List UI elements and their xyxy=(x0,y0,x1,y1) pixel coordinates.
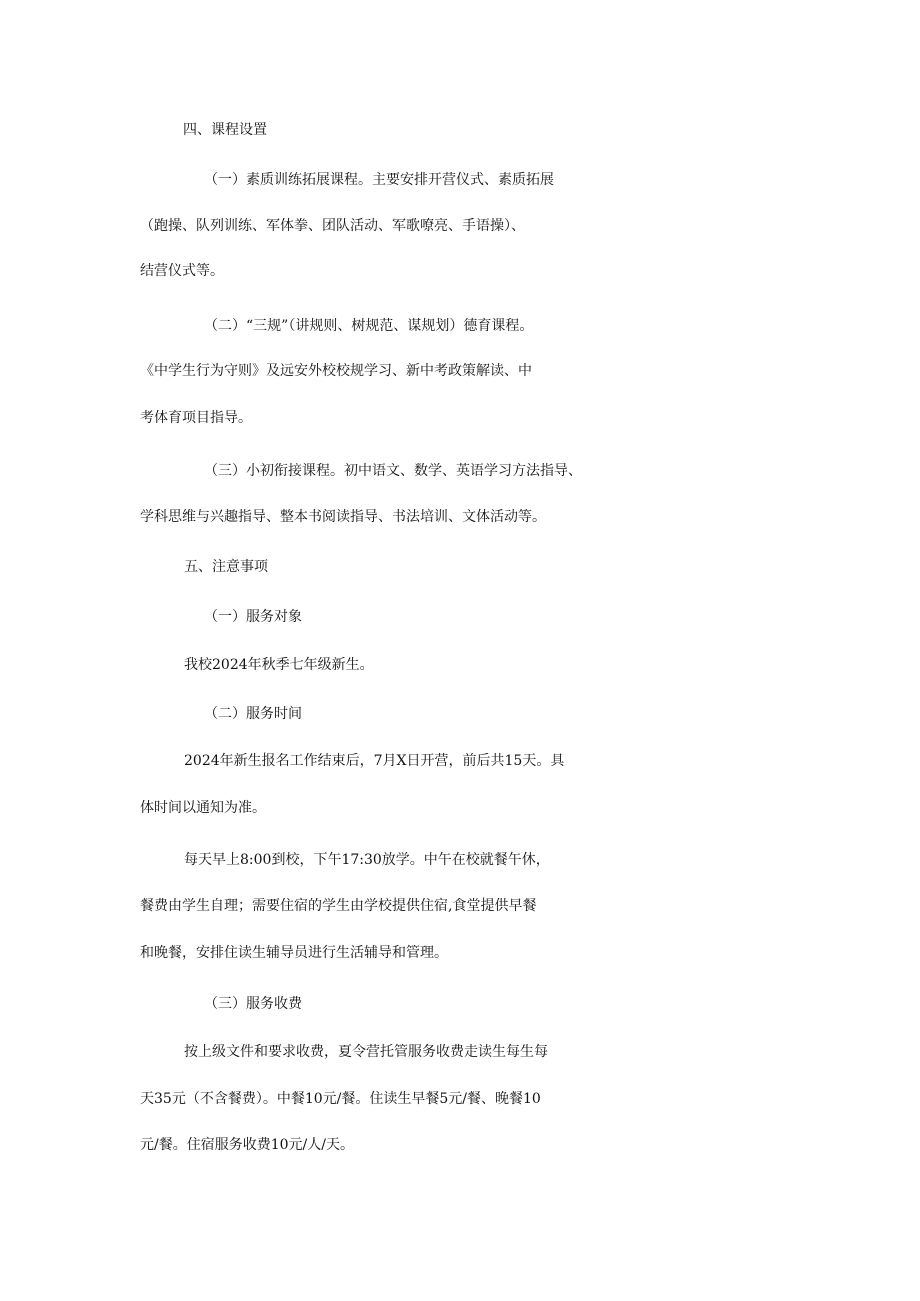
paragraph-line: 和晚餐，安排住读生辅导员进行生活辅导和管理。 xyxy=(140,945,448,961)
section-heading: 五、注意事项 xyxy=(184,559,268,575)
paragraph-line: 餐费由学生自理；需要住宿的学生由学校提供住宿,食堂提供早餐 xyxy=(140,898,537,914)
paragraph-line: 元/餐。住宿服务收费10元/人/天。 xyxy=(140,1137,354,1153)
paragraph-line: （三）小初衔接课程。初中语文、数学、英语学习方法指导、 xyxy=(204,463,582,479)
paragraph-line: 结营仪式等。 xyxy=(140,263,224,279)
paragraph-line: 学科思维与兴趣指导、整本书阅读指导、书法培训、文体活动等。 xyxy=(140,509,546,525)
paragraph-line: 体时间以通知为准。 xyxy=(140,800,266,816)
paragraph-line: 考体育项目指导。 xyxy=(140,410,252,426)
paragraph-line: 每天早上8:00到校，下午17:30放学。中午在校就餐午休， xyxy=(184,852,550,868)
paragraph-line: 《中学生行为守则》及远安外校校规学习、新中考政策解读、中 xyxy=(140,363,532,379)
paragraph-line: 天35元（不含餐费）。中餐10元/餐。住读生早餐5元/餐、晚餐10 xyxy=(140,1091,541,1107)
paragraph-line: 我校2024年秋季七年级新生。 xyxy=(184,657,374,673)
section-heading: 四、课程设置 xyxy=(183,122,267,138)
paragraph-line: （跑操、队列训练、军体拳、团队活动、军歌嘹亮、手语操）、 xyxy=(140,218,525,234)
paragraph-line: 按上级文件和要求收费，夏令营托管服务收费走读生每生每 xyxy=(184,1044,548,1060)
subsection-heading: （二）服务时间 xyxy=(204,706,302,722)
paragraph-line: （一）素质训练拓展课程。主要安排开营仪式、素质拓展 xyxy=(204,172,554,188)
paragraph-line: （二）“三规”（讲规则、树规范、谋规划）德育课程。 xyxy=(204,318,534,334)
subsection-heading: （一）服务对象 xyxy=(204,609,302,625)
subsection-heading: （三）服务收费 xyxy=(204,996,302,1012)
paragraph-line: 2024年新生报名工作结束后，7月X日开营，前后共15天。具 xyxy=(184,753,565,769)
